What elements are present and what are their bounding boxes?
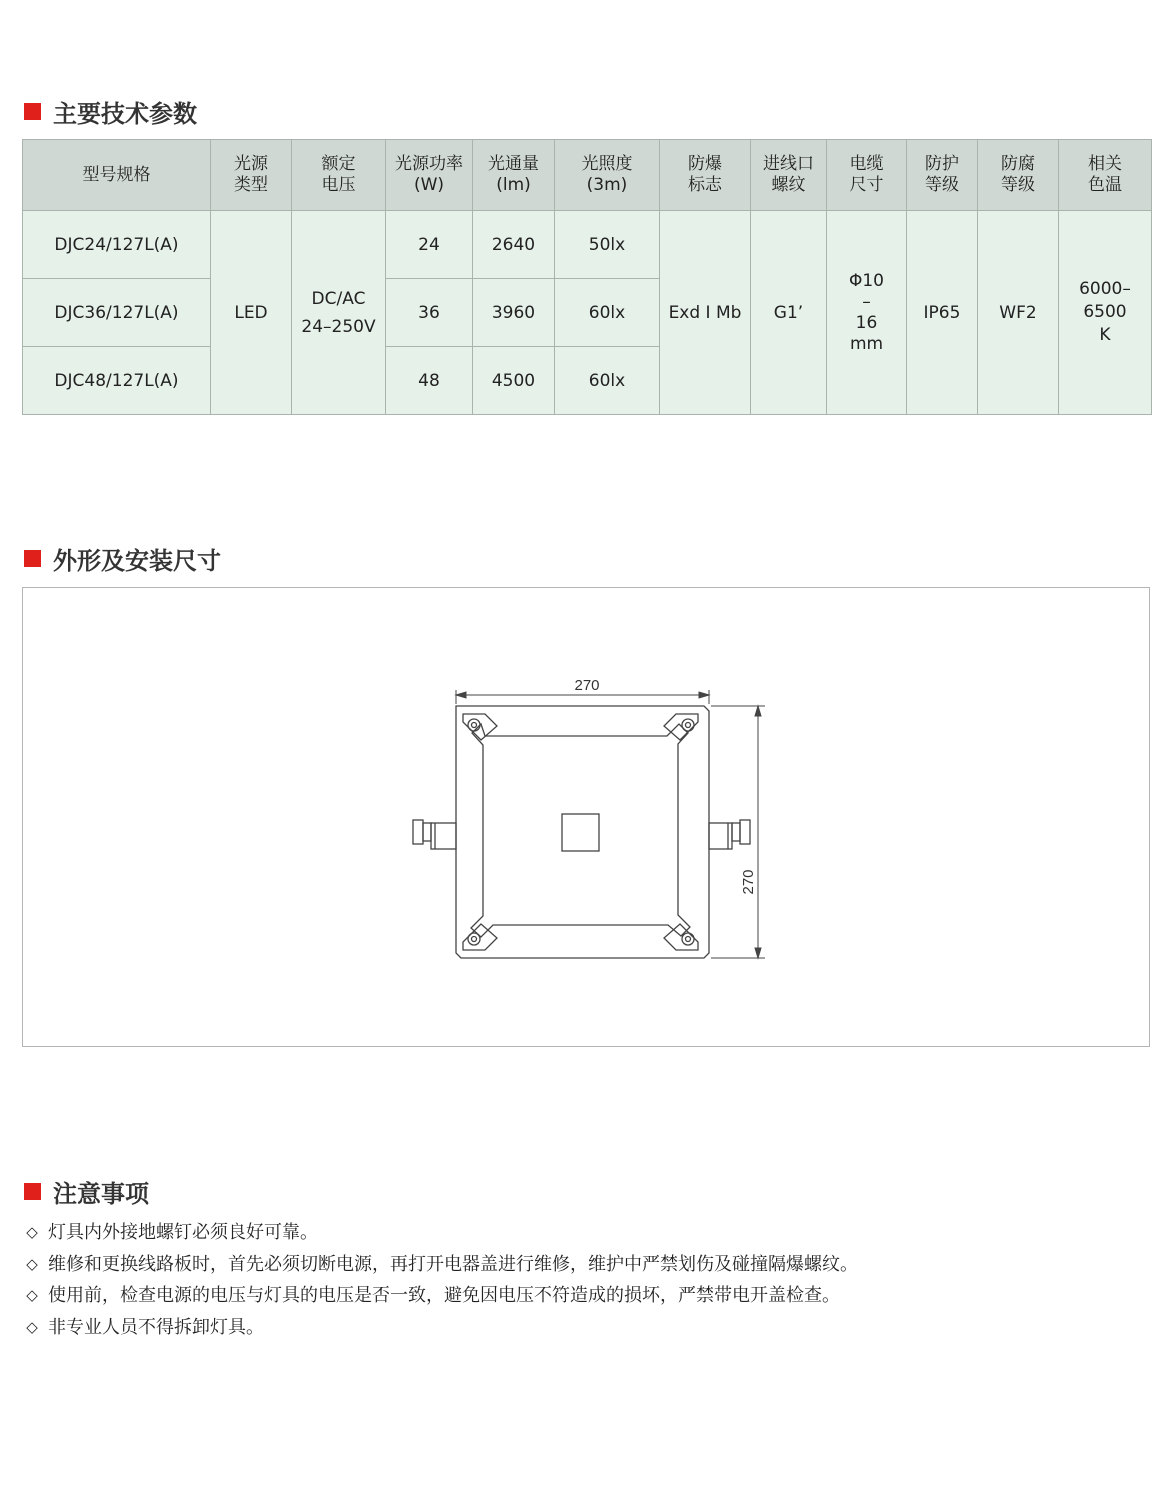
table-row (23, 211, 1152, 279)
diamond-bullet-icon: ◇ (26, 1223, 38, 1241)
cell-illuminance: 60lx (555, 347, 660, 415)
cable-gland-left (413, 820, 456, 849)
diamond-bullet-icon: ◇ (26, 1286, 38, 1304)
section-title-text: 外形及安装尺寸 (53, 547, 221, 575)
list-item (24, 1280, 858, 1312)
header-cct: 相关 色温 (1059, 140, 1152, 211)
cell-voltage: DC/AC 24–250V (292, 211, 386, 415)
header-power: 光源功率 (W) (386, 140, 473, 211)
cell-cable: Φ10 – 16 mm (827, 211, 907, 415)
screw-hole-br (682, 933, 694, 945)
cell-flux: 3960 (473, 279, 555, 347)
header-wf: 防腐 等级 (978, 140, 1059, 211)
cell-thread: G1’ (751, 211, 827, 415)
red-square-marker (24, 1183, 41, 1200)
cell-model: DJC24/127L(A) (23, 211, 211, 279)
cell-flux: 4500 (473, 347, 555, 415)
list-item (24, 1249, 858, 1281)
cell-flux: 2640 (473, 211, 555, 279)
cell-power: 48 (386, 347, 473, 415)
screw-hole-bl-inner (472, 937, 477, 942)
header-light-source: 光源 类型 (211, 140, 292, 211)
screw-hole-tr-inner (686, 723, 691, 728)
cell-illuminance: 50lx (555, 211, 660, 279)
cell-ex-mark: Exd I Mb (660, 211, 751, 415)
section-title-params (24, 94, 197, 129)
header-model: 型号规格 (23, 140, 211, 211)
list-item (24, 1312, 858, 1344)
header-ip: 防护 等级 (907, 140, 978, 211)
cell-power: 36 (386, 279, 473, 347)
cell-wf: WF2 (978, 211, 1059, 415)
note-text: 使用前，检查电源的电压与灯具的电压是否一致，避免因电压不符造成的损坏，严禁带电开盖检查。 (48, 1285, 840, 1306)
header-flux: 光通量 (lm) (473, 140, 555, 211)
list-item (24, 1217, 858, 1249)
screw-hole-tl (468, 719, 480, 731)
note-text: 非专业人员不得拆卸灯具。 (48, 1316, 264, 1338)
dimension-drawing (23, 588, 1149, 1046)
header-illuminance: 光照度 (3m) (555, 140, 660, 211)
header-ex-mark: 防爆 标志 (660, 140, 751, 211)
spec-table (22, 139, 1152, 415)
lamp-inner-frame (471, 724, 690, 937)
diamond-bullet-icon: ◇ (26, 1254, 38, 1273)
screw-hole-tr (682, 719, 694, 731)
diamond-bullet-icon: ◇ (26, 1317, 38, 1336)
red-square-marker (24, 103, 41, 120)
cell-power: 24 (386, 211, 473, 279)
dimension-drawing-frame (22, 587, 1150, 1047)
cable-gland-right (709, 820, 750, 849)
width-dimension-label: 270 (574, 677, 600, 694)
header-cable: 电缆 尺寸 (827, 140, 907, 211)
section-title-text: 注意事项 (53, 1180, 149, 1208)
center-square (562, 814, 599, 851)
corner-boss-br (664, 924, 698, 950)
cell-cct: 6000– 6500 K (1059, 211, 1152, 415)
cell-model: DJC48/127L(A) (23, 347, 211, 415)
cell-light-source: LED (211, 211, 292, 415)
corner-boss-tr (664, 714, 698, 740)
note-text: 灯具内外接地螺钉必须良好可靠。 (48, 1222, 318, 1243)
cell-illuminance: 60lx (555, 279, 660, 347)
table-header-row (23, 140, 1152, 211)
header-voltage: 额定 电压 (292, 140, 386, 211)
section-title-text: 主要技术参数 (53, 100, 197, 128)
cell-model: DJC36/127L(A) (23, 279, 211, 347)
lamp-outer-body (456, 706, 709, 958)
screw-hole-br-inner (686, 937, 691, 942)
red-square-marker (24, 550, 41, 567)
note-text: 维修和更换线路板时，首先必须切断电源，再打开电器盖进行维修，维护中严禁划伤及碰撞隔爆螺纹。 (48, 1253, 858, 1275)
height-dimension-label: 270 (740, 869, 757, 895)
screw-hole-tl-inner (472, 723, 477, 728)
section-title-notes (24, 1174, 149, 1209)
notes-list (24, 1217, 858, 1343)
header-thread: 进线口 螺纹 (751, 140, 827, 211)
section-title-dimensions (24, 541, 221, 576)
cell-ip: IP65 (907, 211, 978, 415)
screw-hole-bl (468, 933, 480, 945)
